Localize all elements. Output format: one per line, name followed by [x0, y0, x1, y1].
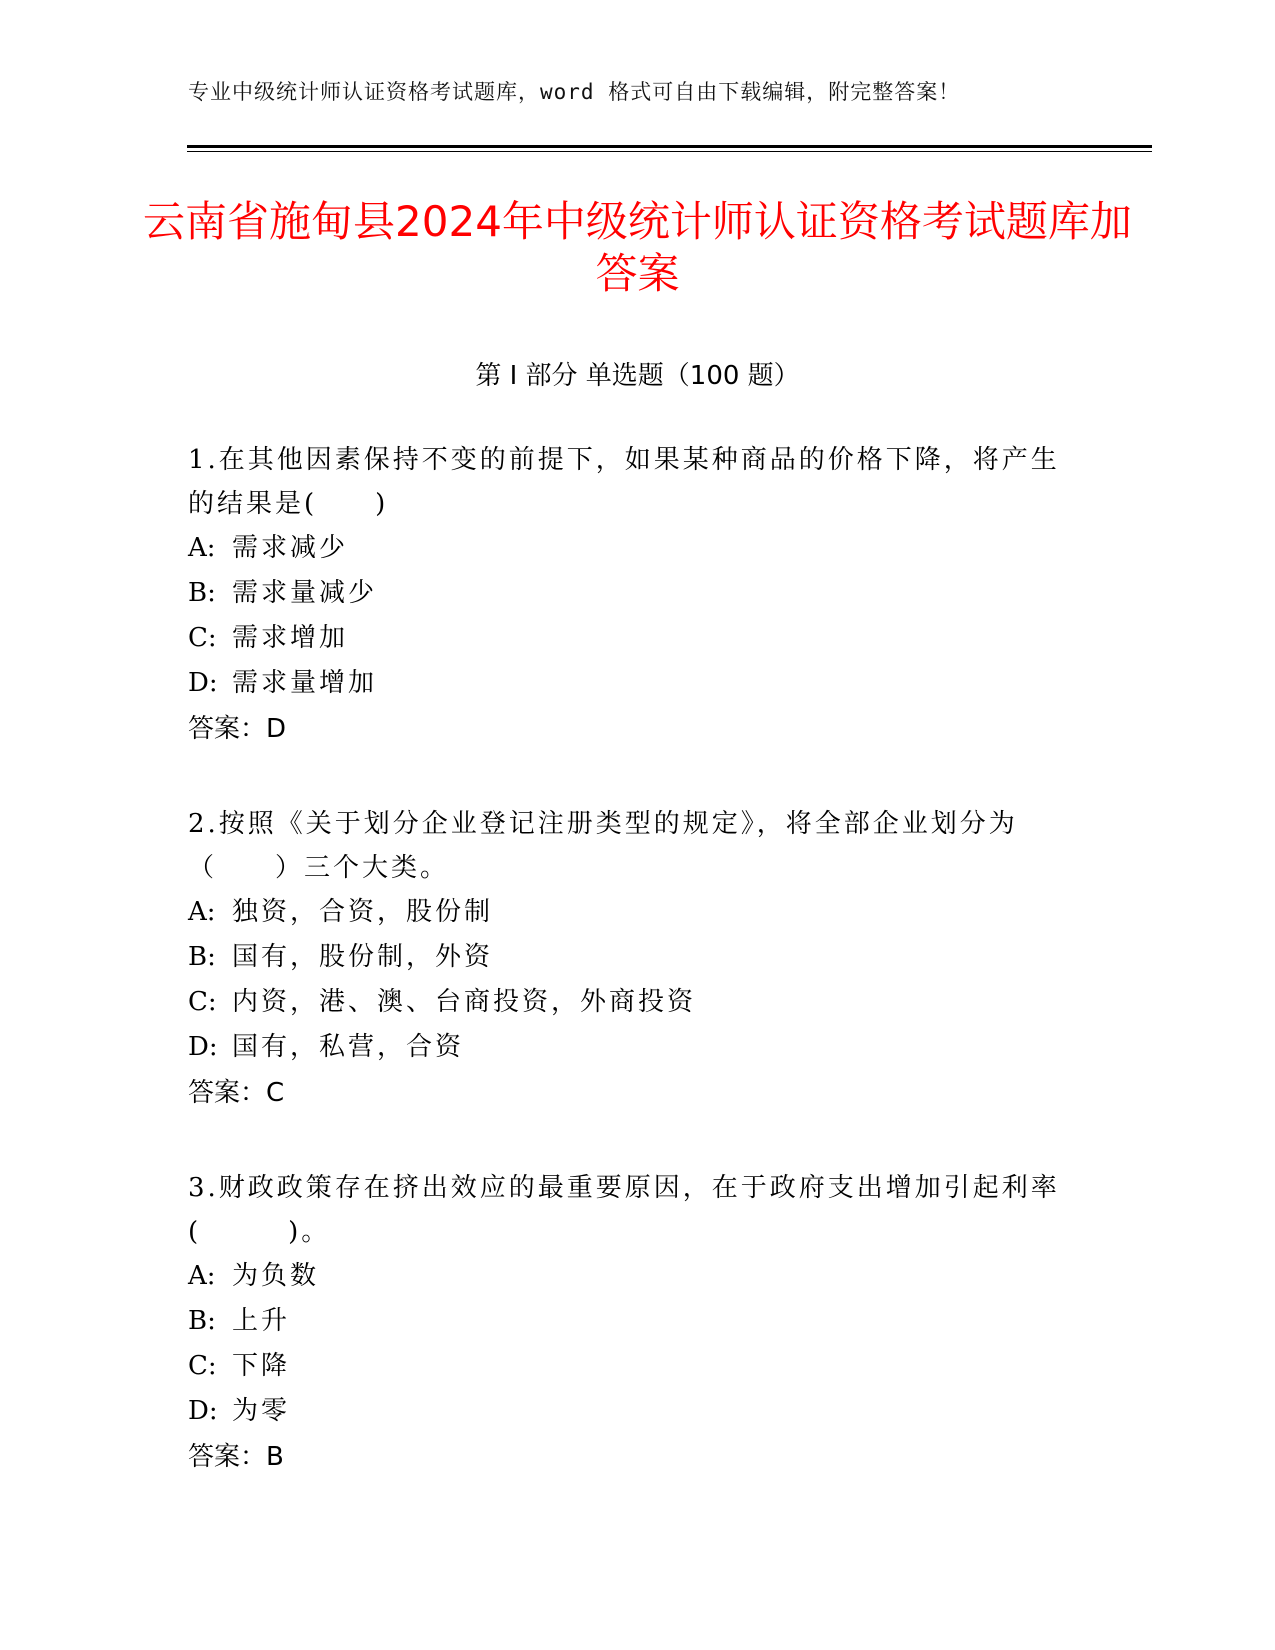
- question-2: [188, 802, 1068, 1116]
- option-text: 内资，港、澳、台商投资，外商投资: [232, 987, 697, 1017]
- answer-line: 答案：B: [188, 1442, 284, 1472]
- option-text: 国有，私营，合资: [232, 1032, 465, 1062]
- option-text: 需求量减少: [232, 578, 378, 608]
- option-b: [188, 935, 1068, 980]
- option-key: B:: [188, 942, 216, 972]
- option-text: 需求增加: [232, 623, 349, 653]
- option-key: A:: [188, 897, 216, 927]
- option-key: D:: [188, 1396, 218, 1426]
- section-heading: 第 I 部分 单选题（100 题）: [475, 361, 800, 391]
- answer-line: 答案：C: [188, 1078, 285, 1108]
- option-d: [188, 1025, 1068, 1070]
- option-text: 独资，合资，股份制: [232, 897, 494, 927]
- option-c: [188, 616, 1068, 661]
- option-key: A:: [188, 1261, 216, 1291]
- header-rule-thin: [187, 151, 1152, 152]
- option-a: [188, 1254, 1068, 1299]
- option-key: B:: [188, 578, 216, 608]
- answer-line: 答案：D: [188, 714, 287, 744]
- option-a: [188, 890, 1068, 935]
- option-text: 为负数: [232, 1261, 320, 1291]
- option-text: 为零: [232, 1396, 291, 1426]
- option-c: [188, 1344, 1068, 1389]
- question-1: [188, 438, 1068, 752]
- option-key: B:: [188, 1306, 216, 1336]
- question-stem: 2.按照《关于划分企业登记注册类型的规定》，将全部企业划分为（ ）三个大类。: [188, 809, 1018, 883]
- question-stem: 3.财政政策存在挤出效应的最重要原因，在于政府支出增加引起利率( )。: [188, 1173, 1060, 1247]
- option-text: 国有，股份制，外资: [232, 942, 494, 972]
- option-key: D:: [188, 668, 218, 698]
- option-text: 下降: [232, 1351, 291, 1381]
- option-d: [188, 661, 1068, 706]
- option-b: [188, 571, 1068, 616]
- option-key: C:: [188, 623, 217, 653]
- option-key: C:: [188, 987, 217, 1017]
- option-d: [188, 1389, 1068, 1434]
- option-text: 上升: [232, 1306, 291, 1336]
- option-a: [188, 526, 1068, 571]
- question-stem: 1.在其他因素保持不变的前提下，如果某种商品的价格下降，将产生的结果是( ): [188, 445, 1060, 519]
- option-key: C:: [188, 1351, 217, 1381]
- option-text: 需求减少: [232, 533, 349, 563]
- question-3: [188, 1166, 1068, 1480]
- option-key: A:: [188, 533, 216, 563]
- option-key: D:: [188, 1032, 218, 1062]
- document-title: 云南省施甸县2024年中级统计师认证资格考试题库加答案: [143, 197, 1132, 298]
- option-b: [188, 1299, 1068, 1344]
- header-rule-thick: [187, 145, 1152, 148]
- question-list: [188, 438, 1068, 1530]
- header-note: 专业中级统计师认证资格考试题库，word 格式可自由下载编辑，附完整答案！: [188, 80, 961, 104]
- option-text: 需求量增加: [232, 668, 378, 698]
- option-c: [188, 980, 1068, 1025]
